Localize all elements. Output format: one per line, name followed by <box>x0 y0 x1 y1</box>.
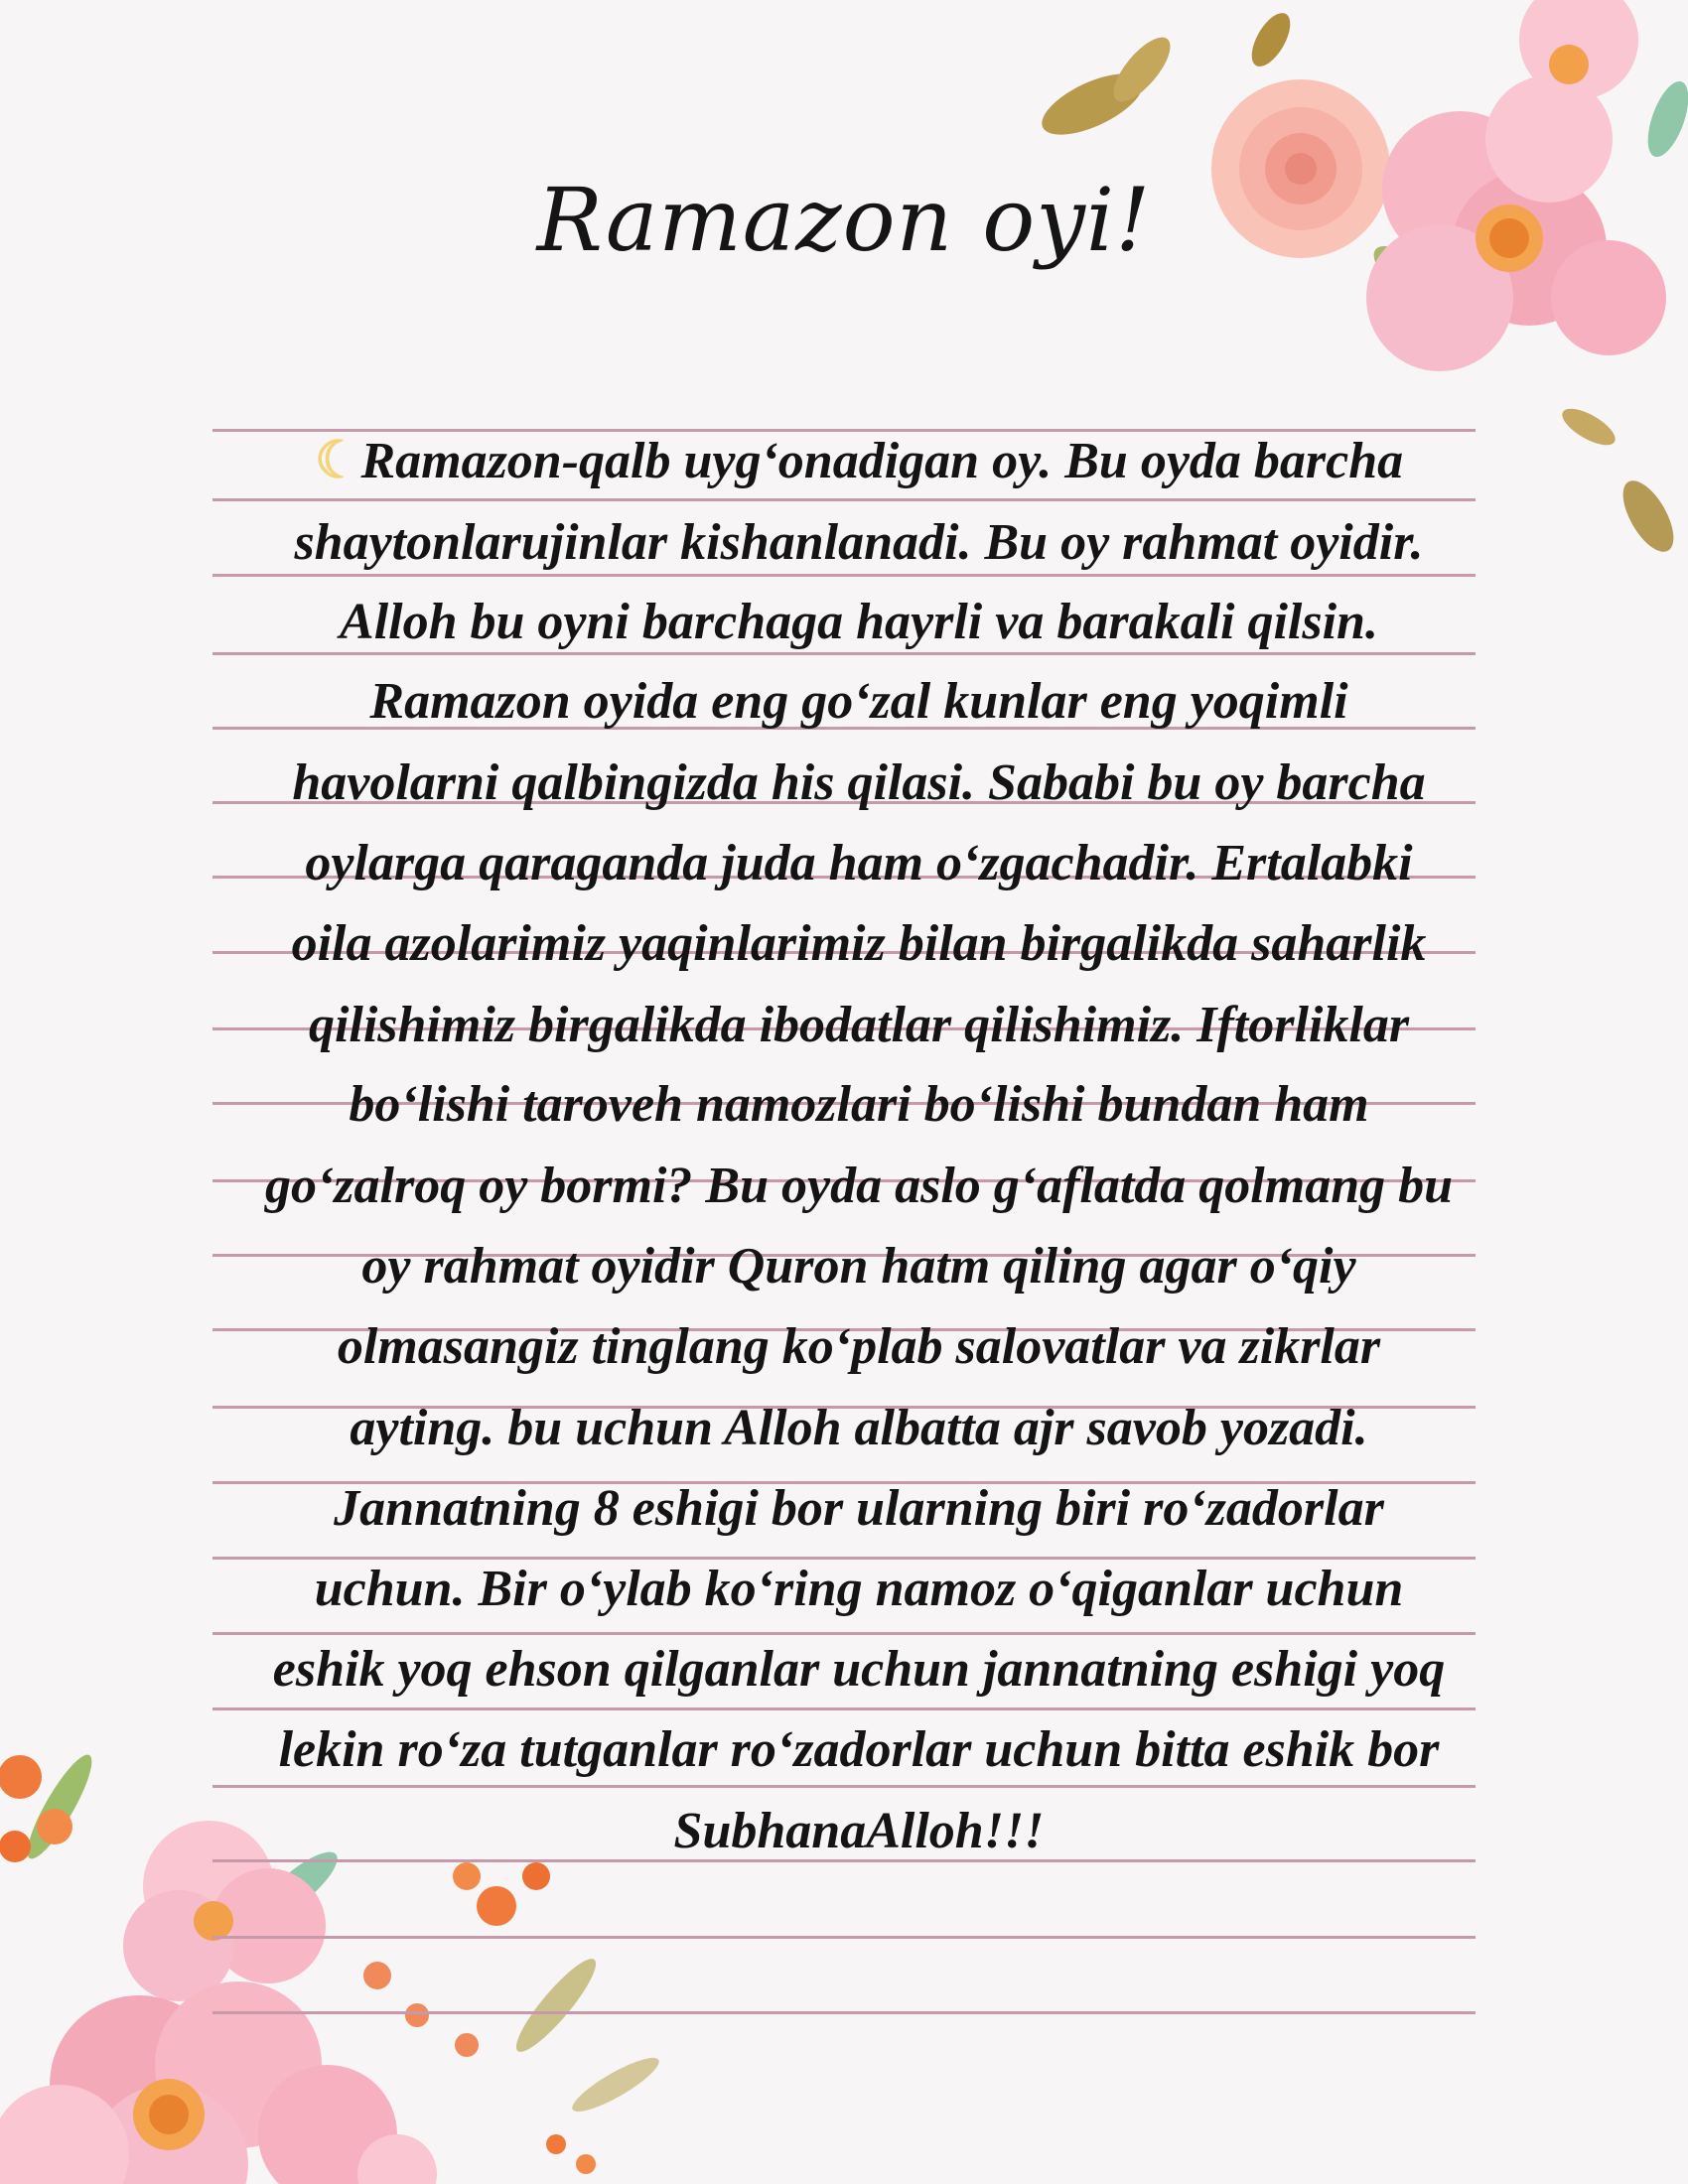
body-line: oylarga qaraganda juda ham o‘zgachadir. Ertalabki <box>305 835 1413 891</box>
body-line: Alloh bu oyni barchaga hayrli va barakali qilsin. <box>340 594 1378 650</box>
body-line: bo‘lishi taroveh namozlari bo‘lishi bundan ham <box>349 1076 1369 1133</box>
rule-line <box>212 1707 1476 1710</box>
rule-line <box>212 498 1476 501</box>
body-line: ayting. bu uchun Alloh albatta ajr savob yozadi. <box>350 1400 1368 1456</box>
body-line: olmasangiz tinglang ko‘plab salovatlar va zikrlar <box>337 1318 1381 1375</box>
body-line: qilishimiz birgalikda ibodatlar qilishimiz. Iftorliklar <box>308 997 1410 1053</box>
rule-line <box>212 2011 1476 2014</box>
rule-line <box>212 1785 1476 1788</box>
body-line: go‘zalroq oy bormi? Bu oyda aslo g‘aflatda qolmang bu <box>264 1158 1454 1214</box>
body-line: oy rahmat oyidir Quron hatm qiling agar o‘qiy <box>361 1238 1356 1295</box>
rule-line <box>212 1936 1476 1939</box>
body-line <box>199 427 1519 496</box>
body-line: eshik yoq ehson qilganlar uchun jannatning eshigi yoq <box>272 1641 1446 1698</box>
body-line: oila azolarimiz yaqinlarimiz bilan birgalikda saharlik <box>291 915 1427 972</box>
body-line: SubhanaAlloh!!! <box>673 1803 1045 1859</box>
body-line: lekin ro‘za tutganlar ro‘zadorlar uchun bitta eshik bor <box>278 1721 1440 1778</box>
page-title: Ramazon oyi! <box>536 169 1152 271</box>
body-line: Ramazon oyida eng go‘zal kunlar eng yoqimli <box>369 673 1348 730</box>
body-line-text: Ramazon-qalb uyg‘onadigan oy. Bu oyda barcha <box>360 433 1404 489</box>
body-line: Jannatning 8 eshigi bor ularning biri ro‘zadorlar <box>334 1480 1384 1537</box>
body-line: uchun. Bir o‘ylab ko‘ring namoz o‘qiganlar uchun <box>314 1561 1404 1617</box>
body-line: shaytonlarujinlar kishanlanadi. Bu oy rahmat oyidir. <box>294 514 1424 571</box>
crescent-moon-icon: ☾ <box>314 433 361 489</box>
body-line: havolarni qalbingizda his qilasi. Sababi bu oy barcha <box>292 754 1426 811</box>
